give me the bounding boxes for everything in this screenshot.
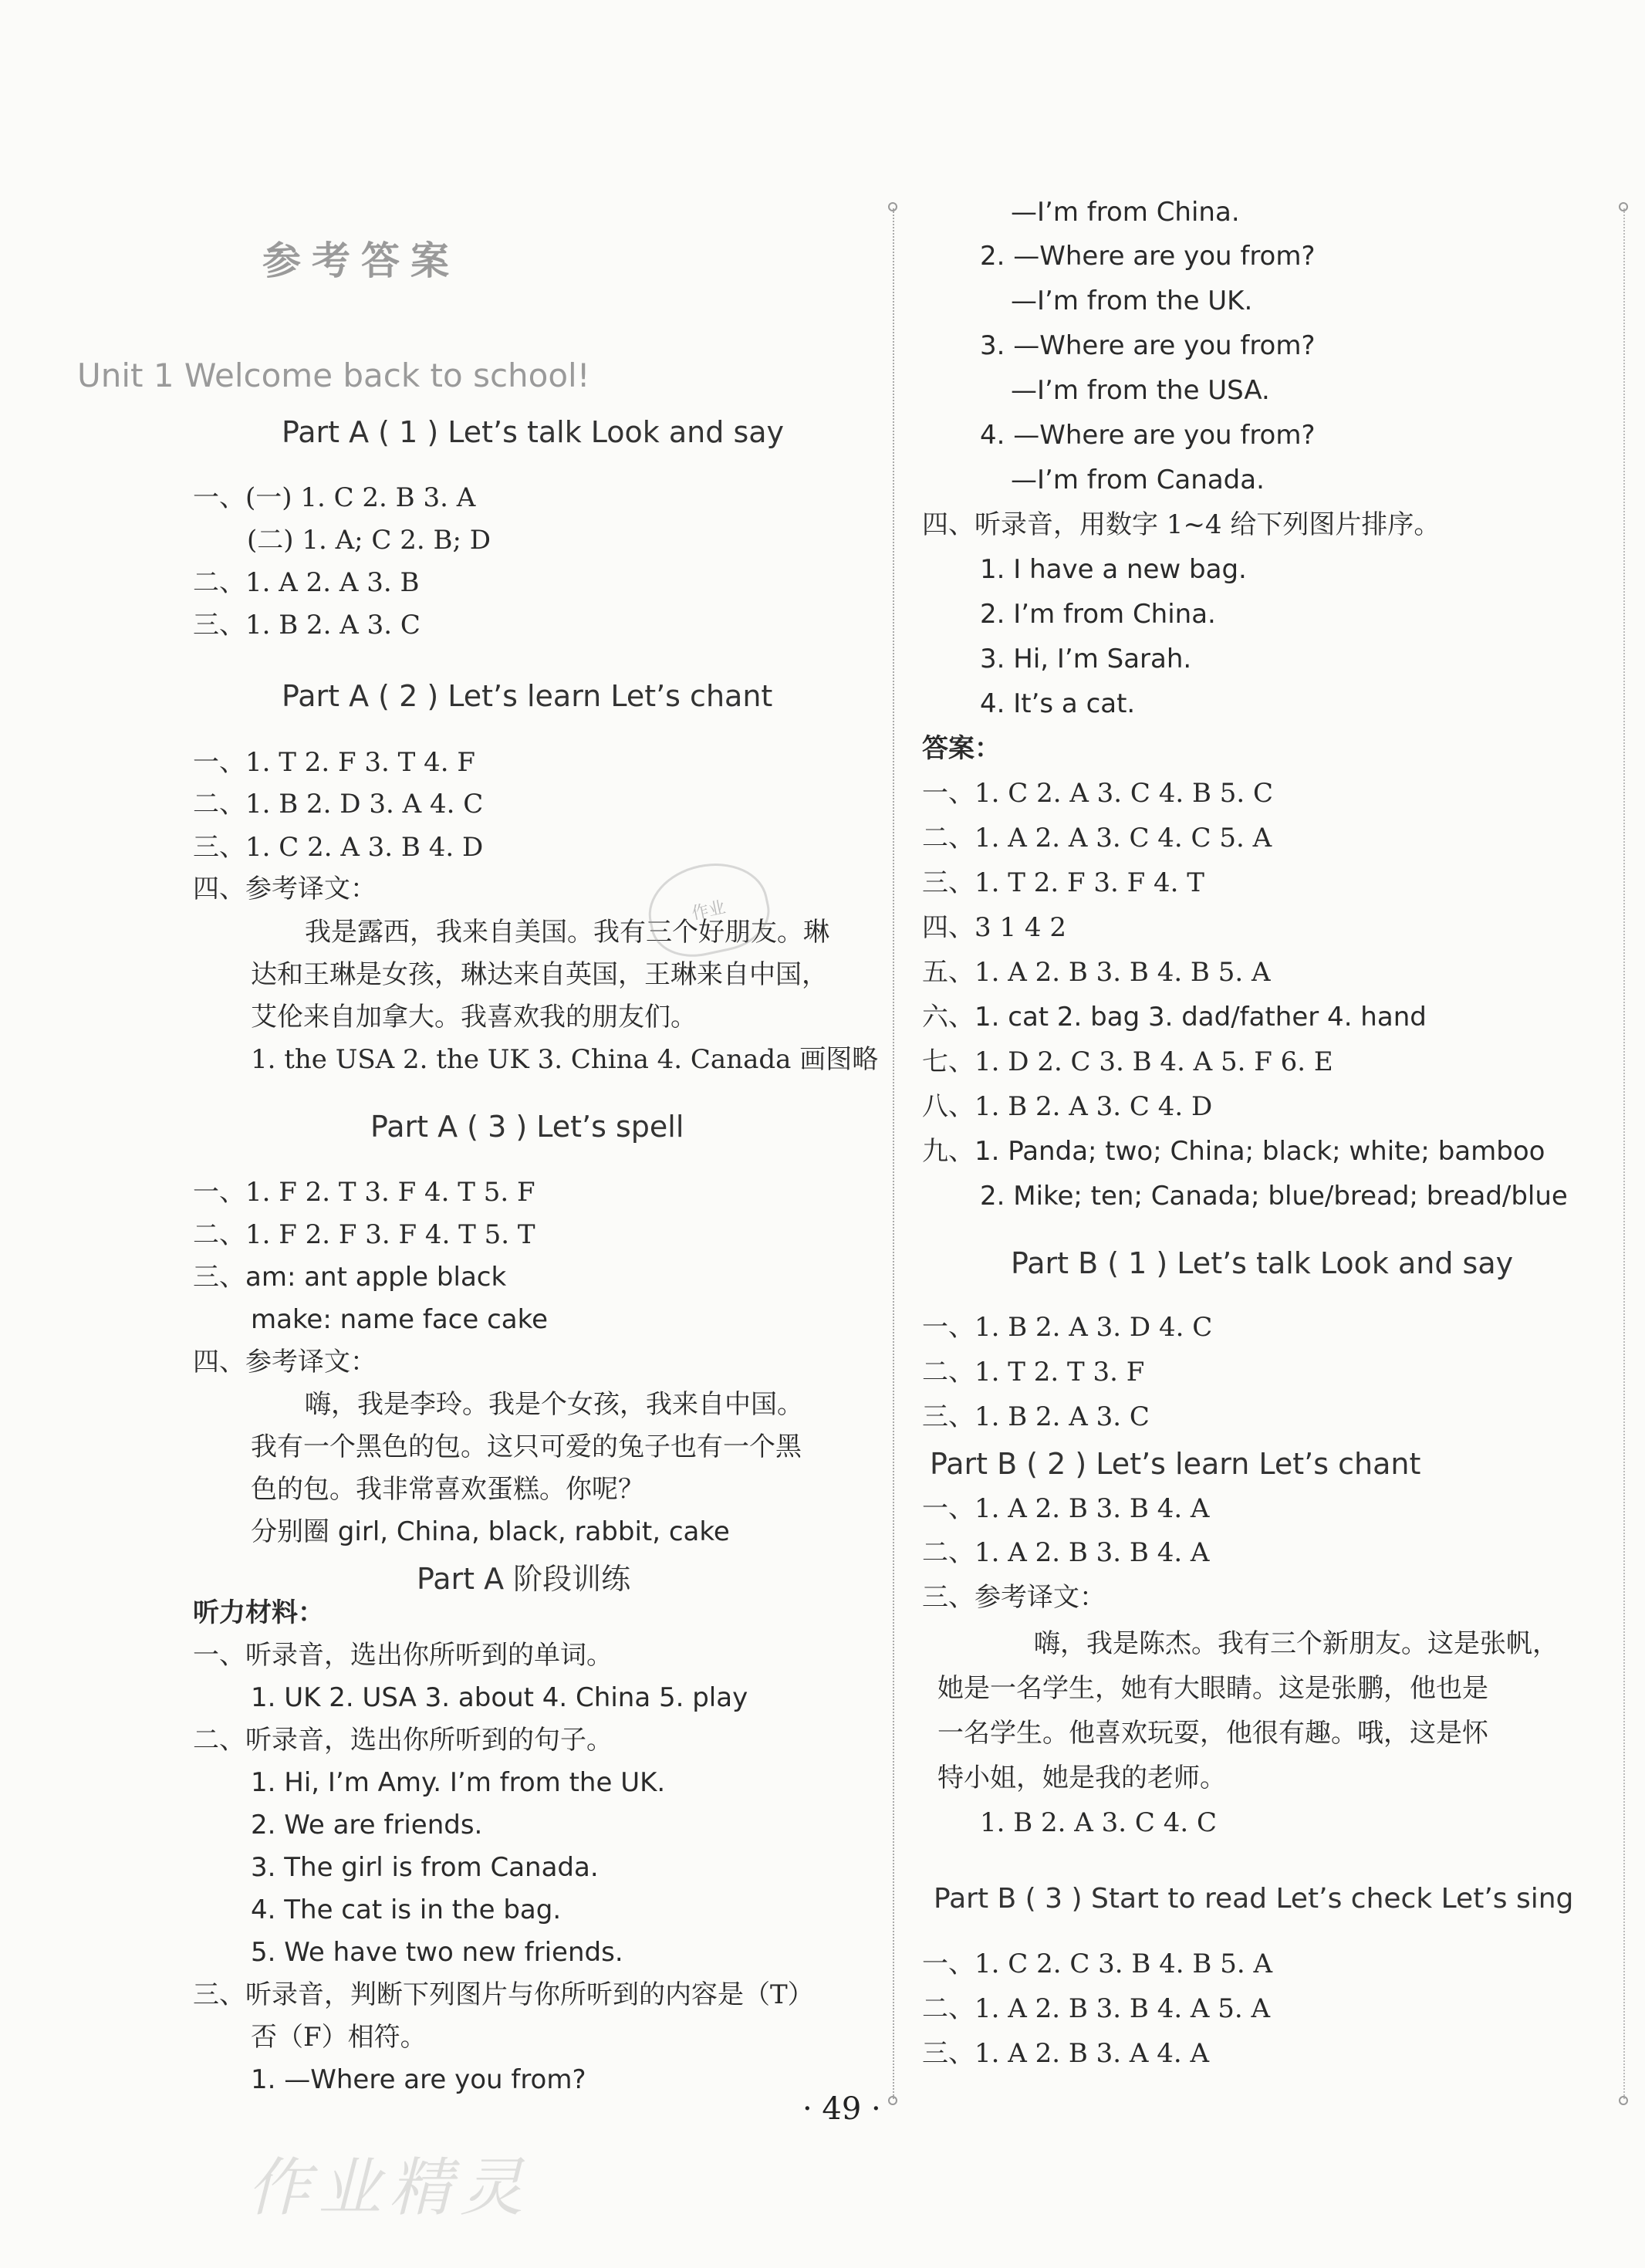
answer-line: 九、1. Panda; two; China; black; white; bamboo [922,1136,1545,1167]
answer-line: 4. The cat is in the bag. [251,1895,562,1925]
translation-line: 我有一个黑色的包。这只可爱的兔子也有一个黑 [251,1431,802,1462]
question-line: 三、听录音，判断下列图片与你所听到的内容是（T） [193,1979,814,2010]
section-heading: Part A ( 1 ) Let’s talk Look and say [282,415,785,449]
answer-line: 三、1. C 2. A 3. B 4. D [193,832,484,863]
section-heading: Part B ( 1 ) Let’s talk Look and say [1011,1246,1514,1280]
answer-line: 二、1. A 2. B 3. B 4. A 5. A [922,1993,1271,2024]
answer-line: 一、1. B 2. A 3. D 4. C [922,1312,1213,1343]
answer-line: (二) 1. A; C 2. B; D [247,525,491,556]
answer-line: 1. B 2. A 3. C 4. C [980,1807,1217,1838]
section-heading: Part B ( 3 ) Start to read Let’s check Let’s sing [934,1883,1574,1915]
answer-line: 二、1. F 2. F 3. F 4. T 5. T [193,1219,535,1250]
answer-line: 二、1. B 2. D 3. A 4. C [193,789,484,820]
question-line: 否（F）相符。 [251,2022,427,2053]
answer-line: 2. We are friends. [251,1810,483,1840]
subsection-label: 答案： [922,733,1001,764]
translation-line: 嗨，我是李玲。我是个女孩，我来自中国。 [305,1389,803,1420]
answer-line: 1. I have a new bag. [980,554,1247,585]
answer-line: 3. The girl is from Canada. [251,1852,599,1883]
page-number: · 49 · [802,2091,881,2127]
answer-line: 三、参考译文： [922,1582,1106,1613]
answer-line: 4. It’s a cat. [980,688,1136,719]
question-line: 四、听录音，用数字 1~4 给下列图片排序。 [922,509,1441,540]
page-title: 参考答案 [262,238,460,283]
answer-line: 二、1. A 2. A 3. B [193,567,420,598]
answer-line: 1. Hi, I’m Amy. I’m from the UK. [251,1767,666,1798]
answer-line: 2. Mike; ten; Canada; blue/bread; bread/blue [980,1181,1568,1212]
watermark-stamp: 作业 [640,853,777,965]
answer-line: 1. the USA 2. the UK 3. China 4. Canada 画图略 [251,1044,879,1075]
translation-line: 色的包。我非常喜欢蛋糕。你呢？ [251,1474,644,1505]
answer-line: 一、1. C 2. C 3. B 4. B 5. A [922,1949,1273,1979]
answer-line: 二、1. A 2. A 3. C 4. C 5. A [922,823,1272,853]
answer-line: 二、1. A 2. B 3. B 4. A [922,1537,1210,1568]
unit-heading: Unit 1 Welcome back to school! [77,357,590,394]
answer-line: make: name face cake [251,1304,548,1335]
answer-line: 分别圈 girl, China, black, rabbit, cake [251,1516,730,1547]
answer-line: 八、1. B 2. A 3. C 4. D [922,1091,1213,1122]
answer-line: 五、1. A 2. B 3. B 4. B 5. A [922,957,1271,988]
answer-line: —I’m from China. [1011,197,1240,228]
answer-line: —I’m from Canada. [1011,465,1265,495]
answer-line: 1. —Where are you from? [251,2064,586,2095]
subsection-label: 听力材料： [193,1597,324,1628]
answer-line: 一、1. T 2. F 3. T 4. F [193,747,475,778]
margin-divider [1623,208,1625,2099]
translation-line: 特小姐，她是我的老师。 [937,1763,1226,1793]
answer-line: 一、1. A 2. B 3. B 4. A [922,1493,1210,1524]
column-divider [893,208,894,2099]
answer-line: 三、1. B 2. A 3. C [193,610,421,641]
section-heading: Part B ( 2 ) Let’s learn Let’s chant [930,1447,1421,1481]
answer-line: —I’m from the UK. [1011,286,1253,316]
answer-line: 一、(一) 1. C 2. B 3. A [193,482,476,513]
answer-line: 一、1. C 2. A 3. C 4. B 5. C [922,778,1274,809]
answer-line: 4. —Where are you from? [980,420,1316,451]
answer-line: 四、3 1 4 2 [922,912,1066,943]
divider-end-dot [1619,202,1628,211]
question-line: 二、听录音，选出你所听到的句子。 [193,1725,613,1756]
answer-line: 三、1. B 2. A 3. C [922,1401,1150,1432]
answer-line: 5. We have two new friends. [251,1937,623,1968]
answer-line: 七、1. D 2. C 3. B 4. A 5. F 6. E [922,1046,1333,1077]
answer-line: 3. —Where are you from? [980,330,1316,361]
translation-line: 一名学生。他喜欢玩耍，他很有趣。哦，这是怀 [937,1718,1488,1749]
translation-line: 达和王琳是女孩，琳达来自英国，王琳来自中国， [251,959,828,990]
answer-line: 四、参考译文： [193,1347,377,1377]
answer-line: 三、1. A 2. B 3. A 4. A [922,2038,1210,2069]
answer-line: 三、am: ant apple black [193,1262,507,1293]
section-heading: Part A ( 3 ) Let’s spell [370,1110,684,1144]
answer-line: 六、1. cat 2. bag 3. dad/father 4. hand [922,1002,1427,1033]
watermark-text: 作业精灵 [247,2151,531,2225]
answer-line: 一、1. F 2. T 3. F 4. T 5. F [193,1177,535,1208]
answer-line: 2. —Where are you from? [980,241,1316,272]
answer-line: 二、1. T 2. T 3. F [922,1357,1145,1388]
translation-line: 她是一名学生，她有大眼睛。这是张鹏，他也是 [937,1673,1488,1704]
divider-end-dot [1619,2096,1628,2105]
divider-end-dot [888,2096,897,2105]
answer-line: 3. Hi, I’m Sarah. [980,644,1192,674]
translation-line: 我是露西，我来自美国。我有三个好朋友。琳 [305,917,829,948]
answer-line: 1. UK 2. USA 3. about 4. China 5. play [251,1682,748,1713]
section-heading: Part A ( 2 ) Let’s learn Let’s chant [282,679,773,713]
translation-line: 艾伦来自加拿大。我喜欢我的朋友们。 [251,1002,697,1033]
answer-line: 三、1. T 2. F 3. F 4. T [922,867,1204,898]
answer-line: —I’m from the USA. [1011,375,1270,406]
answer-line: 2. I’m from China. [980,599,1216,630]
divider-end-dot [888,202,897,211]
question-line: 一、听录音，选出你所听到的单词。 [193,1640,613,1671]
translation-line: 嗨，我是陈杰。我有三个新朋友。这是张帆， [1034,1628,1559,1659]
answer-line: 四、参考译文： [193,874,377,904]
section-heading: Part A 阶段训练 [417,1562,631,1596]
